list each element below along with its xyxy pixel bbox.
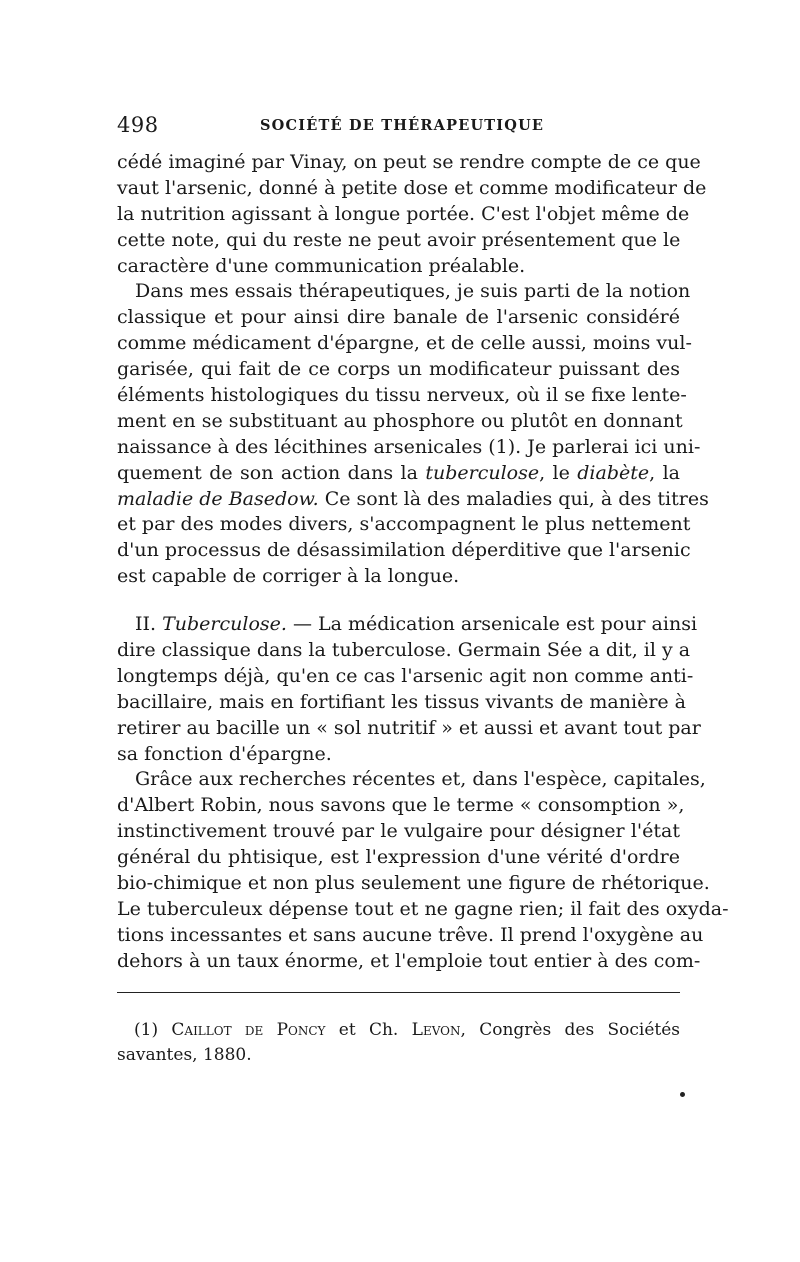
text-line: et par des modes divers, s'accompagnent le plus nettement <box>117 513 691 536</box>
section-numeral: II. <box>135 613 163 636</box>
italic-term-basedow: maladie de Basedow. <box>117 487 319 510</box>
text-segment: quement de son action dans la <box>117 461 426 484</box>
text-line: Le tuberculeux dépense tout et ne gagne rien; il fait des oxyda- <box>117 897 729 920</box>
text-line: Dans mes essais thérapeutiques, je suis parti de la notion <box>135 280 691 303</box>
ink-speck <box>680 1092 685 1097</box>
text-line: instinctivement trouvé par le vulgaire pour désigner l'état <box>117 820 680 843</box>
text-segment: , le <box>539 461 578 484</box>
text-line: bio-chimique et non plus seulement une figure de rhétorique. <box>117 872 710 895</box>
text-line: dehors à un taux énorme, et l'emploie tout entier à des com- <box>117 949 701 972</box>
text-line: éléments histologiques du tissu nerveux, où il se fixe lente- <box>117 384 687 407</box>
text-segment: Ce sont là des maladies qui, à des titres <box>318 487 709 510</box>
text-segment: — La médication arsenicale est pour ainsi <box>286 613 698 636</box>
text-line: dire classique dans la tuberculose. Germain Sée a dit, il y a <box>117 639 691 662</box>
text-line: sa fonction d'épargne. <box>117 742 332 765</box>
text-line: la nutrition agissant à longue portée. C'est l'objet même de <box>117 202 690 225</box>
footnote-line <box>134 1018 680 1043</box>
italic-term-diabete: diabète <box>577 461 650 484</box>
text-line: bacillaire, mais en fortifiant les tissus vivants de manière à <box>117 690 687 713</box>
text-line: retirer au bacille un « sol nutritif » et aussi et avant tout par <box>117 716 701 739</box>
footnote-rule <box>117 992 680 993</box>
text-line: d'un processus de désassimilation déperditive que l'arsenic <box>117 539 691 562</box>
text-line: d'Albert Robin, nous savons que le terme « consomption », <box>117 794 685 817</box>
text-line: cédé imaginé par Vinay, on peut se rendre compte de ce que <box>117 151 701 173</box>
text-line: comme médicament d'épargne, et de celle aussi, moins vul- <box>117 332 692 355</box>
page-number: 498 <box>117 113 159 137</box>
text-line: naissance à des lécithines arsenicales (1). Je parlerai ici uni- <box>117 435 701 458</box>
footnote-author: Caillot de Poncy <box>171 1020 326 1040</box>
text-line: ment en se substituant au phosphore ou plutôt en donnant <box>117 409 683 432</box>
footnote-marker: (1) <box>134 1020 172 1040</box>
text-line: tions incessantes et sans aucune trêve. Il prend l'oxygène au <box>117 923 704 946</box>
text-line <box>117 461 680 487</box>
text-line: longtemps déjà, qu'en ce cas l'arsenic agit non comme anti- <box>117 664 694 687</box>
text-line: caractère d'une communication préalable. <box>117 254 526 277</box>
footnote-coauthor: Levon <box>411 1020 461 1040</box>
section-heading-line <box>117 612 698 638</box>
section-gap <box>117 590 680 612</box>
text-line: général du phtisique, est l'expression d'une vérité d'ordre <box>117 846 680 869</box>
section-title: Tuberculose. <box>162 613 287 636</box>
running-head <box>117 113 680 139</box>
text-line: cette note, qui du reste ne peut avoir présentement que le <box>117 228 681 251</box>
running-title: SOCIÉTÉ DE THÉRAPEUTIQUE <box>260 117 545 134</box>
text-line: Grâce aux recherches récentes et, dans l'espèce, capitales, <box>135 768 706 791</box>
footnote <box>117 1018 680 1068</box>
text-line: vaut l'arsenic, donné à petite dose et comme modificateur de <box>117 176 707 199</box>
body-text <box>117 150 729 975</box>
text-line: est capable de corriger à la longue. <box>117 565 460 588</box>
italic-term-tuberculose: tuberculose <box>425 461 540 484</box>
text-segment: , Congrès des Sociétés <box>460 1020 680 1040</box>
footnote-line: savantes, 1880. <box>117 1045 252 1065</box>
text-line: classique et pour ainsi dire banale de l'arsenic considéré <box>117 306 680 329</box>
text-line <box>117 487 709 513</box>
text-line: garisée, qui fait de ce corps un modificateur puissant des <box>117 358 680 381</box>
text-segment: et Ch. <box>325 1020 412 1040</box>
text-segment: , la <box>649 461 680 484</box>
